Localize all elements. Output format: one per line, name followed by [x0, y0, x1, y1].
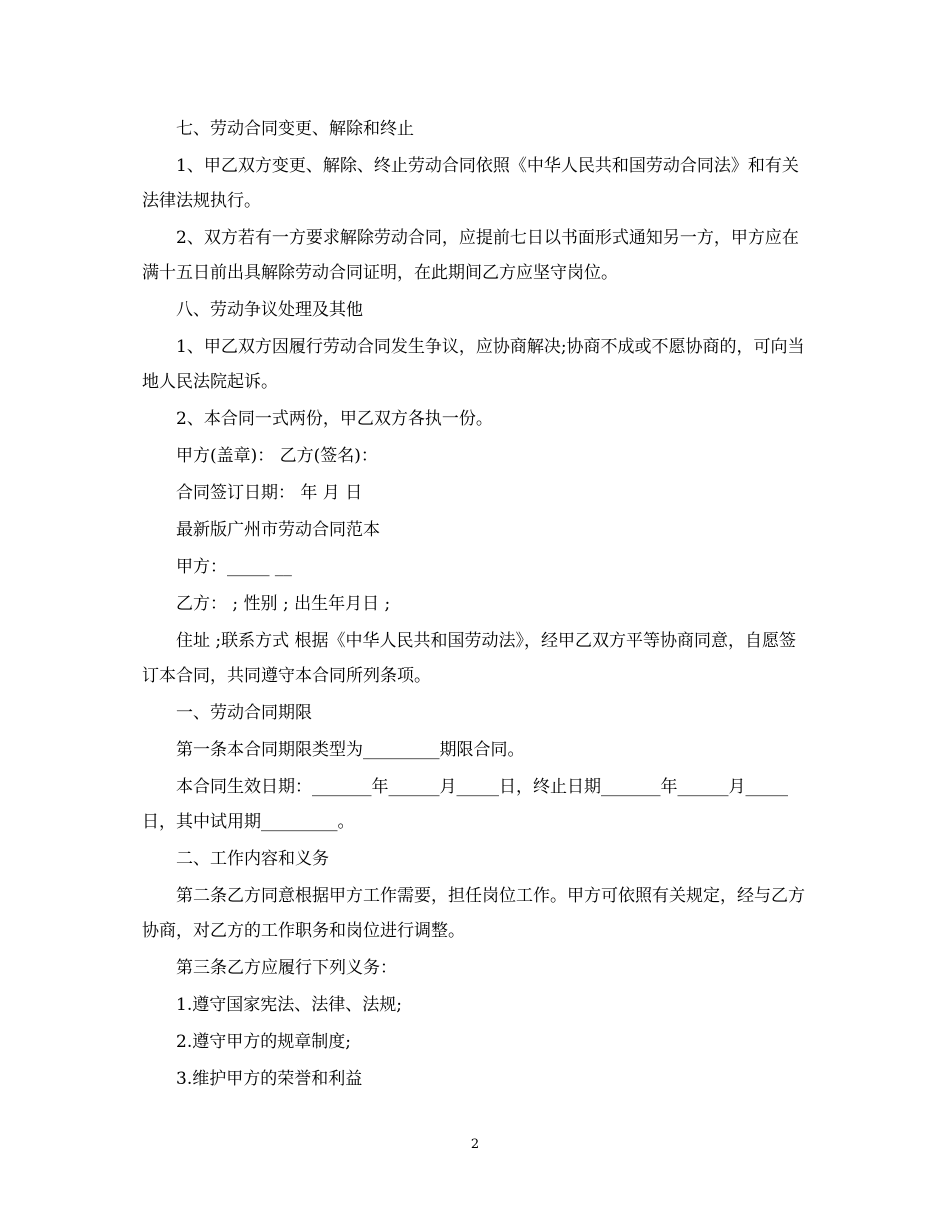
- address-preamble: 住址 ;联系方式 根据《中华人民共和国劳动法》，经甲乙双方平等协商同意，自愿签订本合同，共同遵守本合同所列条项。: [142, 631, 797, 686]
- section-heading-8: 八、劳动争议处理及其他: [176, 300, 363, 320]
- clause-8-1: 1、甲乙双方因履行劳动合同发生争议，应协商解决;协商不成或不愿协商的，可向当地人民法院起诉。: [142, 337, 805, 392]
- signature-line: 甲方(盖章)： 乙方(签名)：: [176, 446, 378, 466]
- party-b-line: 乙方： ; 性别 ; 出生年月日 ;: [176, 594, 391, 614]
- obligation-2: 2.遵守甲方的规章制度;: [176, 1032, 351, 1052]
- signing-date-line: 合同签订日期： 年 月 日: [176, 483, 363, 503]
- section-heading-2: 二、工作内容和义务: [176, 849, 329, 869]
- article-3: 第三条乙方应履行下列义务：: [176, 958, 397, 978]
- section-heading-1: 一、劳动合同期限: [176, 703, 312, 723]
- article-2: 第二条乙方同意根据甲方工作需要，担任岗位工作。甲方可依照有关规定，经与乙方协商，对乙方的工作职务和岗位进行调整。: [142, 886, 805, 941]
- clause-7-1: 1、甲乙双方变更、解除、终止劳动合同依照《中华人民共和国劳动合同法》和有关法律法规执行。: [142, 156, 799, 211]
- obligation-3: 3.维护甲方的荣誉和利益: [176, 1069, 363, 1089]
- party-a-line: 甲方：_____ __: [176, 557, 292, 577]
- clause-8-2: 2、本合同一式两份，甲乙双方各执一份。: [176, 409, 493, 429]
- page-number: 2: [470, 1137, 480, 1152]
- obligation-1: 1.遵守国家宪法、法律、法规;: [176, 995, 402, 1015]
- effective-date-clause: 本合同生效日期：_______年______月_____日，终止日期_______年______月_____日，其中试用期_________。: [142, 777, 788, 832]
- document-body: [142, 112, 808, 1099]
- template-title: 最新版广州市劳动合同范本: [176, 520, 380, 540]
- section-heading-7: 七、劳动合同变更、解除和终止: [176, 119, 414, 139]
- article-1: 第一条本合同期限类型为_________期限合同。: [176, 740, 525, 760]
- clause-7-2: 2、双方若有一方要求解除劳动合同，应提前七日以书面形式通知另一方，甲方应在满十五日前出具解除劳动合同证明，在此期间乙方应坚守岗位。: [142, 228, 799, 283]
